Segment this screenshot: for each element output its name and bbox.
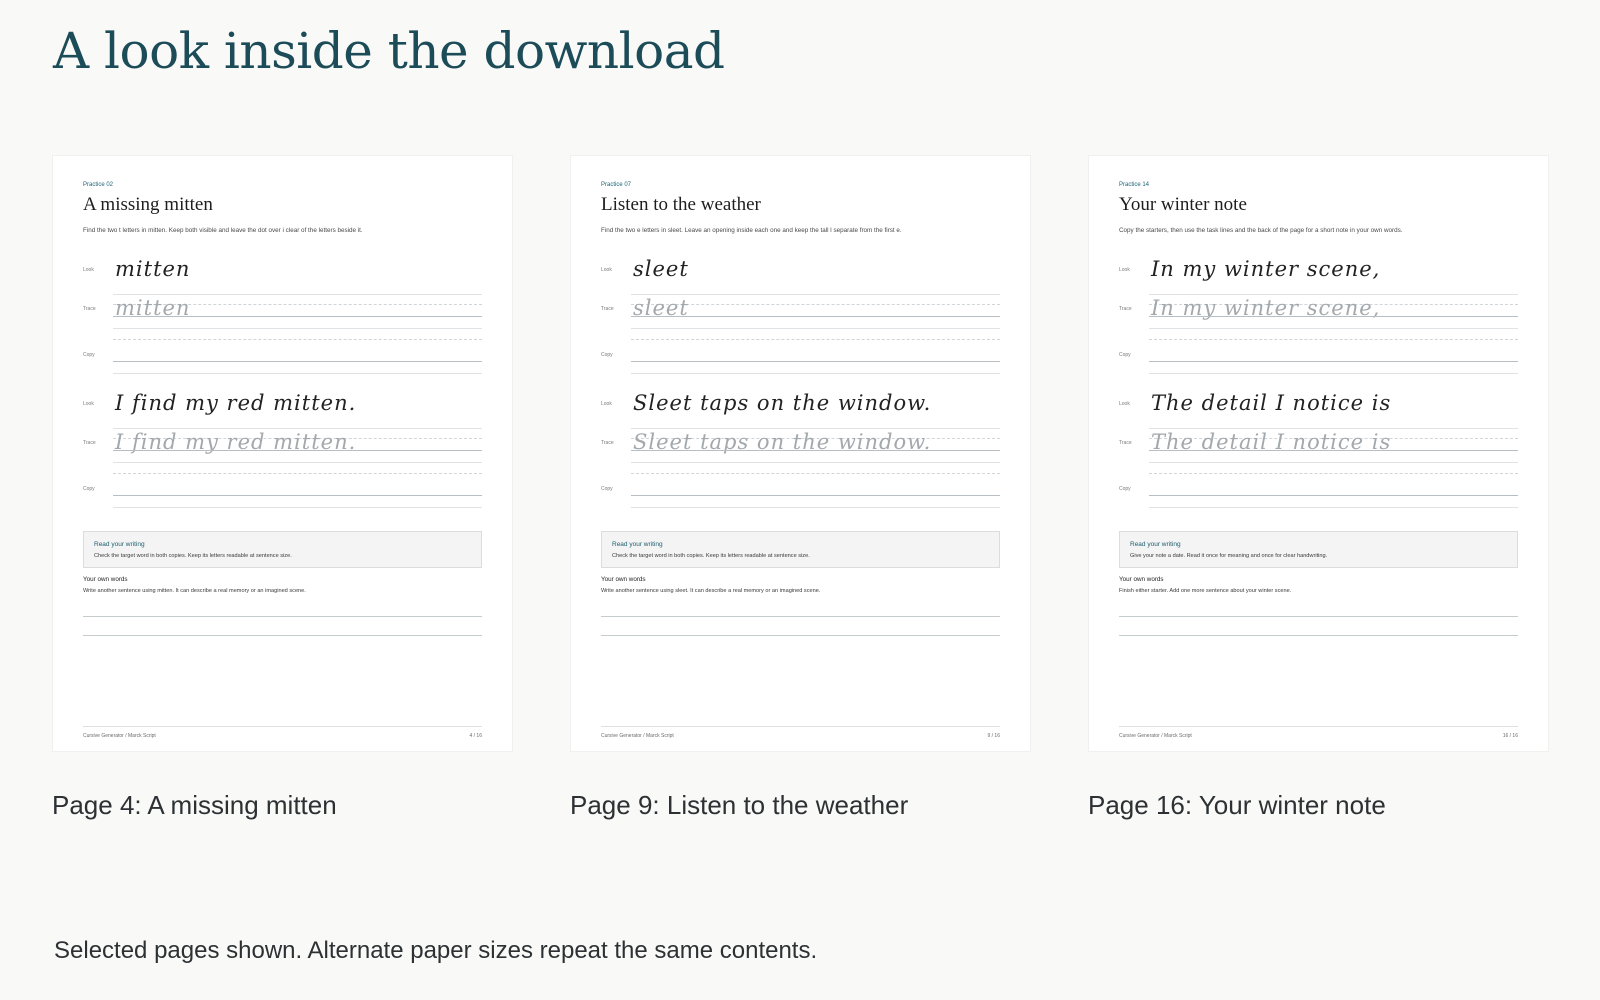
own-words-title: Your own words (83, 576, 128, 583)
baseline (631, 450, 1000, 451)
look-label: Look (83, 267, 94, 273)
look-label: Look (601, 267, 612, 273)
worksheet-title: A missing mitten (83, 194, 213, 215)
guide-line (631, 473, 1000, 474)
guide-line (1149, 373, 1518, 374)
worksheet-instruction: Copy the starters, then use the task lines and the back of the page for a short note in your own words. (1119, 227, 1403, 234)
own-words-text: Write another sentence using sleet. It can describe a real memory or an imagined scene. (601, 588, 821, 594)
copy-baseline[interactable] (1149, 361, 1518, 362)
read-your-writing-box (83, 531, 482, 568)
worksheet-page-image[interactable] (570, 155, 1031, 752)
guide-line (113, 473, 482, 474)
guide-line (113, 462, 482, 463)
page-caption: Page 4: A missing mitten (52, 790, 337, 820)
baseline (1149, 316, 1518, 317)
look-sentence: The detail I notice is (1151, 391, 1392, 415)
page-preview-card[interactable] (570, 155, 1031, 821)
worksheet-instruction: Find the two e letters in sleet. Leave an opening inside each one and keep the tall l separate from the first e. (601, 227, 902, 234)
copy-label: Copy (601, 486, 613, 492)
look-label: Look (83, 401, 94, 407)
guide-line (113, 328, 482, 329)
guide-line (631, 507, 1000, 508)
footer-brand: Cursive Generator / Marck Script (83, 733, 156, 739)
read-box-text: Give your note a date. Read it once for meaning and once for clear handwriting. (1130, 553, 1328, 559)
worksheet-instruction: Find the two t letters in mitten. Keep both visible and leave the dot over i clear of the letters beside it. (83, 227, 363, 234)
look-word: sleet (633, 257, 689, 281)
trace-sentence: I find my red mitten. (115, 430, 357, 454)
guide-line (1149, 339, 1518, 340)
guide-line (113, 507, 482, 508)
worksheet-page-image[interactable] (1088, 155, 1549, 752)
trace-word: In my winter scene, (1151, 296, 1381, 320)
writing-line[interactable] (83, 635, 482, 636)
baseline (113, 450, 482, 451)
guide-line (1149, 328, 1518, 329)
own-words-text: Finish either starter. Add one more sentence about your winter scene. (1119, 588, 1292, 594)
footer-rule (1119, 726, 1518, 727)
trace-label: Trace (1119, 306, 1132, 312)
read-box-title: Read your writing (612, 541, 663, 548)
copy-baseline[interactable] (631, 495, 1000, 496)
footer-brand: Cursive Generator / Marck Script (1119, 733, 1192, 739)
own-words-text: Write another sentence using mitten. It can describe a real memory or an imagined scene. (83, 588, 306, 594)
guide-line (1149, 473, 1518, 474)
footer-rule (601, 726, 1000, 727)
page-preview-card[interactable] (52, 155, 513, 821)
look-label: Look (1119, 401, 1130, 407)
trace-sentence: The detail I notice is (1151, 430, 1392, 454)
read-box-title: Read your writing (1130, 541, 1181, 548)
trace-label: Trace (601, 306, 614, 312)
guide-line (1149, 428, 1518, 429)
guide-line (631, 294, 1000, 295)
trace-sentence: Sleet taps on the window. (633, 430, 932, 454)
guide-line (631, 339, 1000, 340)
trace-word: sleet (633, 296, 689, 320)
footer-page-number: 9 / 16 (987, 733, 1000, 739)
guide-line (113, 339, 482, 340)
look-label: Look (1119, 267, 1130, 273)
read-box-title: Read your writing (94, 541, 145, 548)
guide-line (1149, 462, 1518, 463)
page-heading: A look inside the download (53, 22, 725, 80)
worksheet-title: Listen to the weather (601, 194, 761, 215)
read-your-writing-box (601, 531, 1000, 568)
writing-line[interactable] (601, 616, 1000, 617)
footer-page-number: 4 / 16 (469, 733, 482, 739)
writing-line[interactable] (1119, 616, 1518, 617)
practice-kicker: Practice 02 (83, 182, 114, 188)
worksheet-title: Your winter note (1119, 194, 1247, 215)
footer-page-number: 16 / 16 (1502, 733, 1518, 739)
guide-line (631, 373, 1000, 374)
guide-line (113, 294, 482, 295)
guide-line (113, 373, 482, 374)
baseline (631, 316, 1000, 317)
read-box-text: Check the target word in both copies. Keep its letters readable at sentence size. (94, 553, 292, 559)
copy-label: Copy (1119, 486, 1131, 492)
trace-label: Trace (83, 306, 96, 312)
footer-brand: Cursive Generator / Marck Script (601, 733, 674, 739)
copy-label: Copy (601, 352, 613, 358)
practice-kicker: Practice 14 (1119, 182, 1150, 188)
own-words-title: Your own words (1119, 576, 1164, 583)
copy-baseline[interactable] (631, 361, 1000, 362)
look-label: Look (601, 401, 612, 407)
guide-line (631, 428, 1000, 429)
read-box-text: Check the target word in both copies. Keep its letters readable at sentence size. (612, 553, 810, 559)
worksheet-page-image[interactable] (52, 155, 513, 752)
footnote: Selected pages shown. Alternate paper sizes repeat the same contents. (54, 937, 818, 964)
copy-label: Copy (83, 352, 95, 358)
writing-line[interactable] (1119, 635, 1518, 636)
copy-label: Copy (83, 486, 95, 492)
page-caption: Page 16: Your winter note (1088, 790, 1386, 820)
own-words-title: Your own words (601, 576, 646, 583)
guide-line (631, 462, 1000, 463)
page-preview-card[interactable] (1088, 155, 1549, 821)
look-word: mitten (115, 257, 191, 281)
writing-line[interactable] (83, 616, 482, 617)
practice-kicker: Practice 07 (601, 182, 632, 188)
look-sentence: I find my red mitten. (115, 391, 357, 415)
look-sentence: Sleet taps on the window. (633, 391, 932, 415)
guide-line (1149, 294, 1518, 295)
copy-baseline[interactable] (1149, 495, 1518, 496)
copy-label: Copy (1119, 352, 1131, 358)
trace-label: Trace (83, 440, 96, 446)
copy-baseline[interactable] (113, 361, 482, 362)
page-caption: Page 9: Listen to the weather (570, 790, 909, 820)
trace-label: Trace (1119, 440, 1132, 446)
read-your-writing-box (1119, 531, 1518, 568)
trace-word: mitten (115, 296, 191, 320)
look-word: In my winter scene, (1151, 257, 1381, 281)
guide-line (113, 428, 482, 429)
footer-rule (83, 726, 482, 727)
writing-line[interactable] (601, 635, 1000, 636)
baseline (113, 316, 482, 317)
copy-baseline[interactable] (113, 495, 482, 496)
guide-line (1149, 507, 1518, 508)
trace-label: Trace (601, 440, 614, 446)
guide-line (631, 328, 1000, 329)
baseline (1149, 450, 1518, 451)
